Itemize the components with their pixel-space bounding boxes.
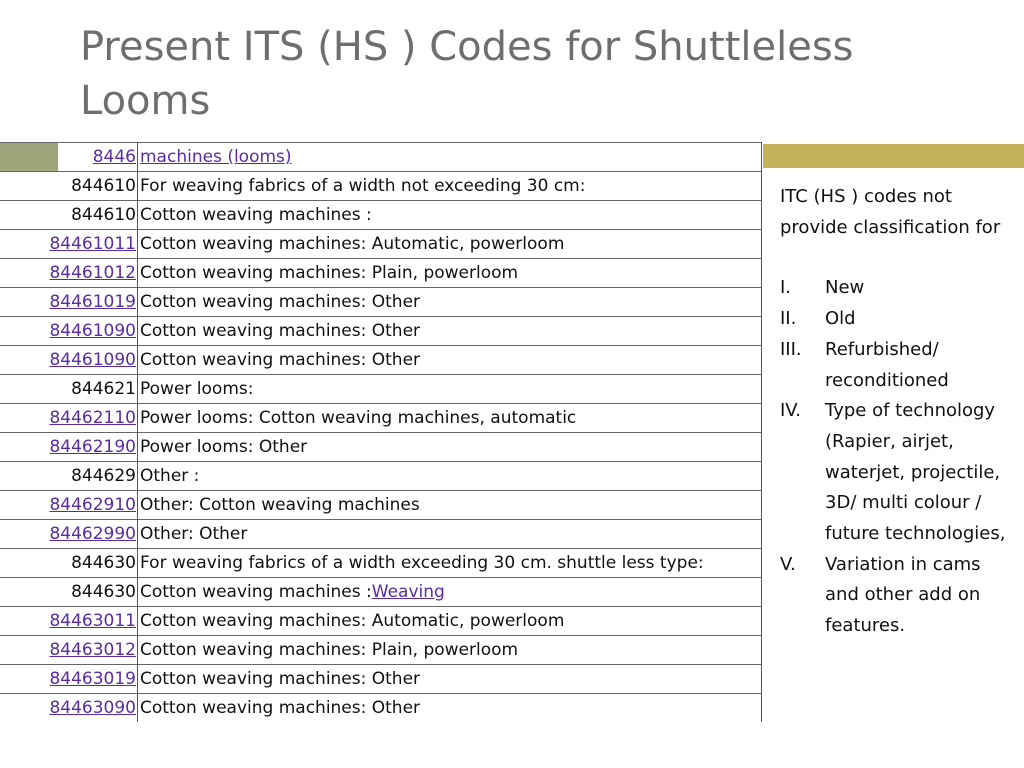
description-text: Cotton weaving machines: Plain, powerloom (140, 263, 519, 283)
list-item-number: III. (780, 338, 802, 360)
hs-code-link[interactable]: 84462990 (49, 524, 136, 544)
table-row (0, 143, 762, 172)
list-item-number: I. (780, 277, 792, 299)
description-text: Cotton weaving machines: Other (140, 698, 421, 718)
hs-code-link[interactable]: 84463090 (49, 698, 136, 718)
hs-code-link[interactable]: 84462190 (49, 437, 136, 457)
list-item-number: V. (780, 553, 796, 575)
description-text: Other: Other (140, 524, 248, 544)
hs-code-cell (0, 404, 138, 433)
hs-code-cell (0, 346, 138, 375)
hs-code-link[interactable]: 84461012 (49, 263, 136, 283)
description-cell (138, 636, 762, 665)
hs-code-cell (0, 694, 138, 723)
table-row (0, 259, 762, 288)
list-item-text: Old (825, 308, 856, 330)
description-cell (138, 259, 762, 288)
hs-code-text: 844630 (71, 553, 136, 573)
description-text: Cotton weaving machines : (140, 205, 372, 225)
description-cell (138, 375, 762, 404)
list-item (780, 335, 1016, 396)
hs-code-text: 844610 (71, 176, 136, 196)
list-item (780, 550, 1016, 642)
list-item (780, 396, 1016, 550)
table-row (0, 462, 762, 491)
list-item-text: New (825, 277, 865, 299)
table-row (0, 636, 762, 665)
description-cell (138, 143, 762, 172)
list-item-text: Type of technology (Rapier, airjet, waterjet, projectile, 3D/ multi colour / future technologies, (825, 400, 1006, 545)
hs-code-text: 844629 (71, 466, 136, 486)
hs-code-link[interactable]: 8446 (92, 147, 136, 167)
description-text: Cotton weaving machines: Other (140, 292, 421, 312)
description-text: Power looms: (140, 379, 254, 399)
hs-code-cell (0, 143, 138, 172)
description-cell (138, 288, 762, 317)
list-item (780, 304, 1016, 335)
table-row (0, 346, 762, 375)
description-text: Cotton weaving machines: Automatic, powerloom (140, 611, 565, 631)
hs-code-link[interactable]: 84461090 (49, 350, 136, 370)
description-link[interactable]: machines (looms) (140, 147, 292, 167)
hs-code-cell (0, 665, 138, 694)
classification-list (780, 273, 1016, 641)
hs-code-link[interactable]: 84462910 (49, 495, 136, 515)
hs-code-cell (0, 201, 138, 230)
description-text: Power looms: Other (140, 437, 308, 457)
table-row (0, 578, 762, 607)
hs-code-text: 844610 (71, 205, 136, 225)
table-row (0, 317, 762, 346)
table-row (0, 665, 762, 694)
description-cell (138, 694, 762, 723)
weaving-link[interactable]: Weaving (371, 582, 445, 602)
hs-code-link[interactable]: 84463012 (49, 640, 136, 660)
table-row (0, 288, 762, 317)
side-note (780, 182, 1016, 642)
list-item-text: Refurbished/ reconditioned (825, 338, 949, 391)
side-note-intro: ITC (HS ) codes not provide classification for (780, 186, 1001, 238)
hs-code-text: 844621 (71, 379, 136, 399)
table-row (0, 491, 762, 520)
hs-codes-table (0, 142, 762, 722)
hs-code-link[interactable]: 84461090 (49, 321, 136, 341)
description-text: Cotton weaving machines: Other (140, 321, 421, 341)
list-item-number: IV. (780, 400, 802, 422)
hs-code-cell (0, 288, 138, 317)
table-row (0, 520, 762, 549)
hs-code-cell (0, 636, 138, 665)
hs-code-link[interactable]: 84463019 (49, 669, 136, 689)
description-text: Other: Cotton weaving machines (140, 495, 420, 515)
description-text: Cotton weaving machines: Automatic, powerloom (140, 234, 565, 254)
description-text: For weaving fabrics of a width exceeding 30 cm. shuttle less type: (140, 553, 704, 573)
table-row (0, 201, 762, 230)
table-row (0, 375, 762, 404)
hs-code-cell (0, 317, 138, 346)
table-row (0, 404, 762, 433)
hs-code-cell (0, 578, 138, 607)
hs-code-cell (0, 433, 138, 462)
description-text: Cotton weaving machines: Other (140, 669, 421, 689)
hs-code-cell (0, 549, 138, 578)
description-cell (138, 462, 762, 491)
description-cell (138, 317, 762, 346)
hs-code-link[interactable]: 84462110 (49, 408, 136, 428)
description-cell (138, 665, 762, 694)
description-text: Power looms: Cotton weaving machines, automatic (140, 408, 577, 428)
description-text: Cotton weaving machines : (140, 582, 372, 602)
hs-code-link[interactable]: 84461019 (49, 292, 136, 312)
hs-code-text: 844630 (71, 582, 136, 602)
description-text: Cotton weaving machines: Plain, powerloom (140, 640, 519, 660)
description-cell (138, 433, 762, 462)
description-cell (138, 520, 762, 549)
hs-code-link[interactable]: 84463011 (49, 611, 136, 631)
list-item (780, 273, 1016, 304)
hs-code-cell (0, 230, 138, 259)
description-cell (138, 172, 762, 201)
hs-code-cell (0, 375, 138, 404)
table-row (0, 433, 762, 462)
description-cell (138, 578, 762, 607)
hs-code-cell (0, 520, 138, 549)
accent-block-right (763, 144, 1024, 168)
hs-code-cell (0, 259, 138, 288)
description-cell (138, 201, 762, 230)
hs-code-cell (0, 607, 138, 636)
table-row (0, 230, 762, 259)
table-row (0, 694, 762, 723)
hs-code-cell (0, 462, 138, 491)
description-cell (138, 607, 762, 636)
table-row (0, 172, 762, 201)
list-item-text: Variation in cams and other add on features. (825, 553, 981, 637)
description-cell (138, 549, 762, 578)
slide-title: Present ITS (HS ) Codes for Shuttleless Looms (80, 24, 854, 124)
description-cell (138, 230, 762, 259)
description-text: Other : (140, 466, 200, 486)
hs-code-link[interactable]: 84461011 (49, 234, 136, 254)
table-row (0, 549, 762, 578)
description-cell (138, 404, 762, 433)
hs-code-cell (0, 491, 138, 520)
description-text: Cotton weaving machines: Other (140, 350, 421, 370)
description-text: For weaving fabrics of a width not exceeding 30 cm: (140, 176, 586, 196)
list-item-number: II. (780, 308, 797, 330)
hs-code-cell (0, 172, 138, 201)
table-row (0, 607, 762, 636)
description-cell (138, 346, 762, 375)
description-cell (138, 491, 762, 520)
